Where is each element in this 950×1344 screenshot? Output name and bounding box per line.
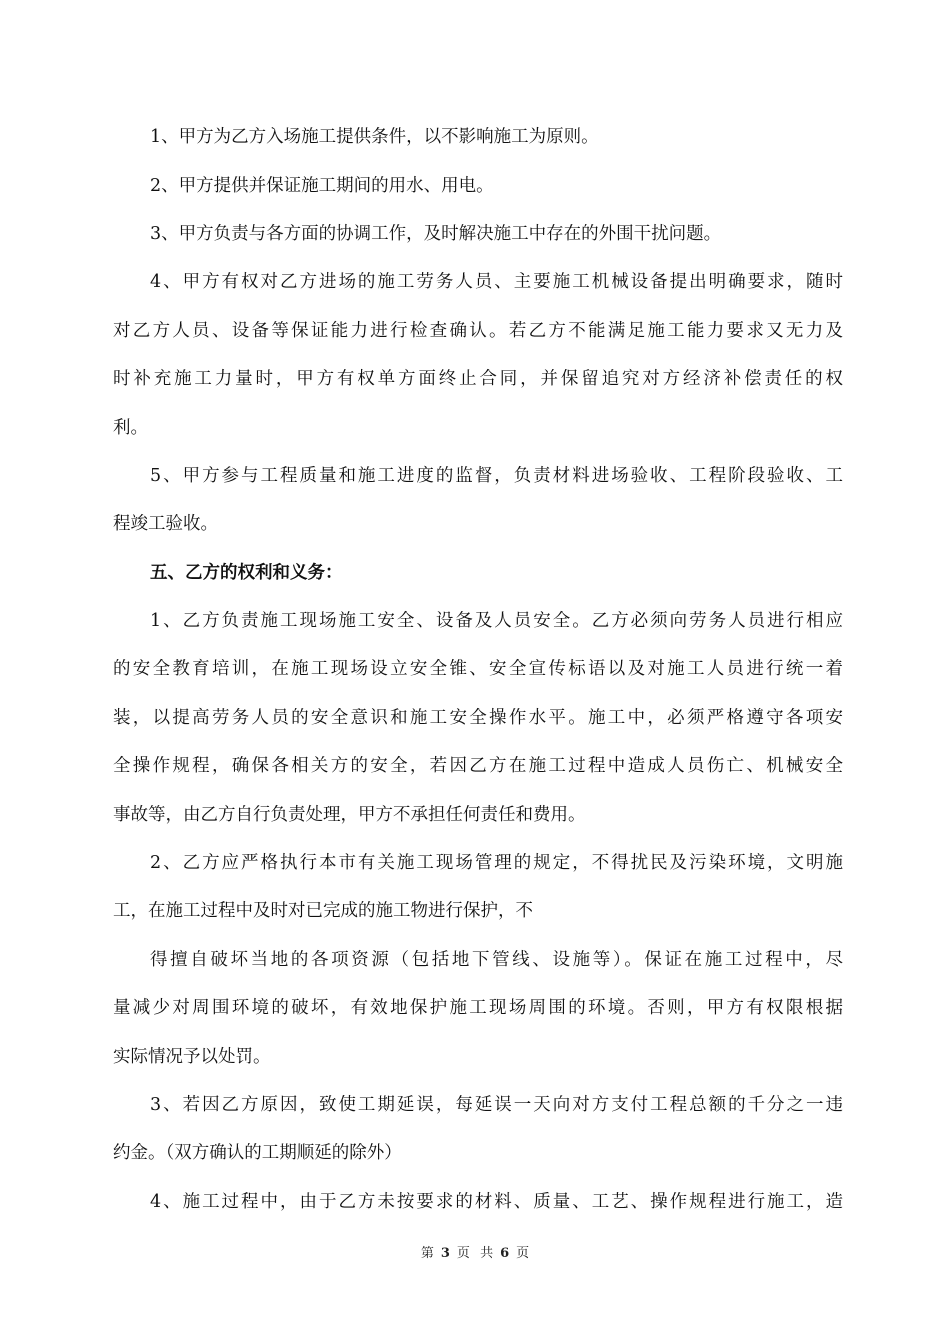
paragraph-line: 的安全教育培训，在施工现场设立安全锥、安全宣传标语以及对施工人员进行统一着 [113,659,843,679]
paragraph-line: 事故等，由乙方自行负责处理，甲方不承担任何责任和费用。 [113,805,586,825]
paragraph-line: 3、甲方负责与各方面的协调工作，及时解决施工中存在的外围干扰问题。 [150,224,722,244]
paragraph-line: 约金。（双方确认的工期顺延的除外） [113,1143,402,1163]
paragraph-line: 得擅自破坏当地的各项资源（包括地下管线、设施等）。保证在施工过程中，尽 [150,950,843,970]
paragraph-line: 程竣工验收。 [113,514,218,534]
paragraph-line: 1、甲方为乙方入场施工提供条件，以不影响施工为原则。 [150,127,599,147]
paragraph-line: 2、甲方提供并保证施工期间的用水、用电。 [150,176,494,196]
footer-total-suffix: 页 [516,1246,530,1261]
page-footer [0,1245,950,1263]
paragraph-line: 2、乙方应严格执行本市有关施工现场管理的规定，不得扰民及污染环境，文明施 [150,853,843,873]
paragraph-line: 1、乙方负责施工现场施工安全、设备及人员安全。乙方必须向劳务人员进行相应 [150,611,843,631]
footer-page-word: 页 [456,1246,470,1261]
footer-prefix: 第 [420,1246,434,1261]
paragraph-line: 装，以提高劳务人员的安全意识和施工安全操作水平。施工中，必须严格遵守各项安 [113,708,843,728]
paragraph-line: 对乙方人员、设备等保证能力进行检查确认。若乙方不能满足施工能力要求又无力及 [113,321,843,341]
paragraph-line: 量减少对周围环境的破坏，有效地保护施工现场周围的环境。否则，甲方有权限根据 [113,998,843,1018]
paragraph-line: 时补充施工力量时，甲方有权单方面终止合同，并保留追究对方经济补偿责任的权 [113,369,843,389]
paragraph-line: 实际情况予以处罚。 [113,1047,271,1067]
paragraph-line: 4、施工过程中，由于乙方未按要求的材料、质量、工艺、操作规程进行施工，造 [150,1192,843,1212]
footer-current-page: 3 [440,1246,450,1261]
paragraph-line: 全操作规程，确保各相关方的安全，若因乙方在施工过程中造成人员伤亡、机械安全 [113,756,843,776]
footer-total-pages: 6 [500,1246,510,1261]
paragraph-line: 4、甲方有权对乙方进场的施工劳务人员、主要施工机械设备提出明确要求，随时 [150,272,843,292]
paragraph-line: 利。 [113,418,148,438]
paragraph-line: 5、甲方参与工程质量和施工进度的监督，负责材料进场验收、工程阶段验收、工 [150,466,843,486]
section-heading: 五、乙方的权利和义务： [150,563,343,583]
paragraph-line: 3、若因乙方原因，致使工期延误，每延误一天向对方支付工程总额的千分之一违 [150,1095,843,1115]
paragraph-line: 工，在施工过程中及时对已完成的施工物进行保护，不 [113,901,533,921]
footer-total-prefix: 共 [480,1246,494,1261]
